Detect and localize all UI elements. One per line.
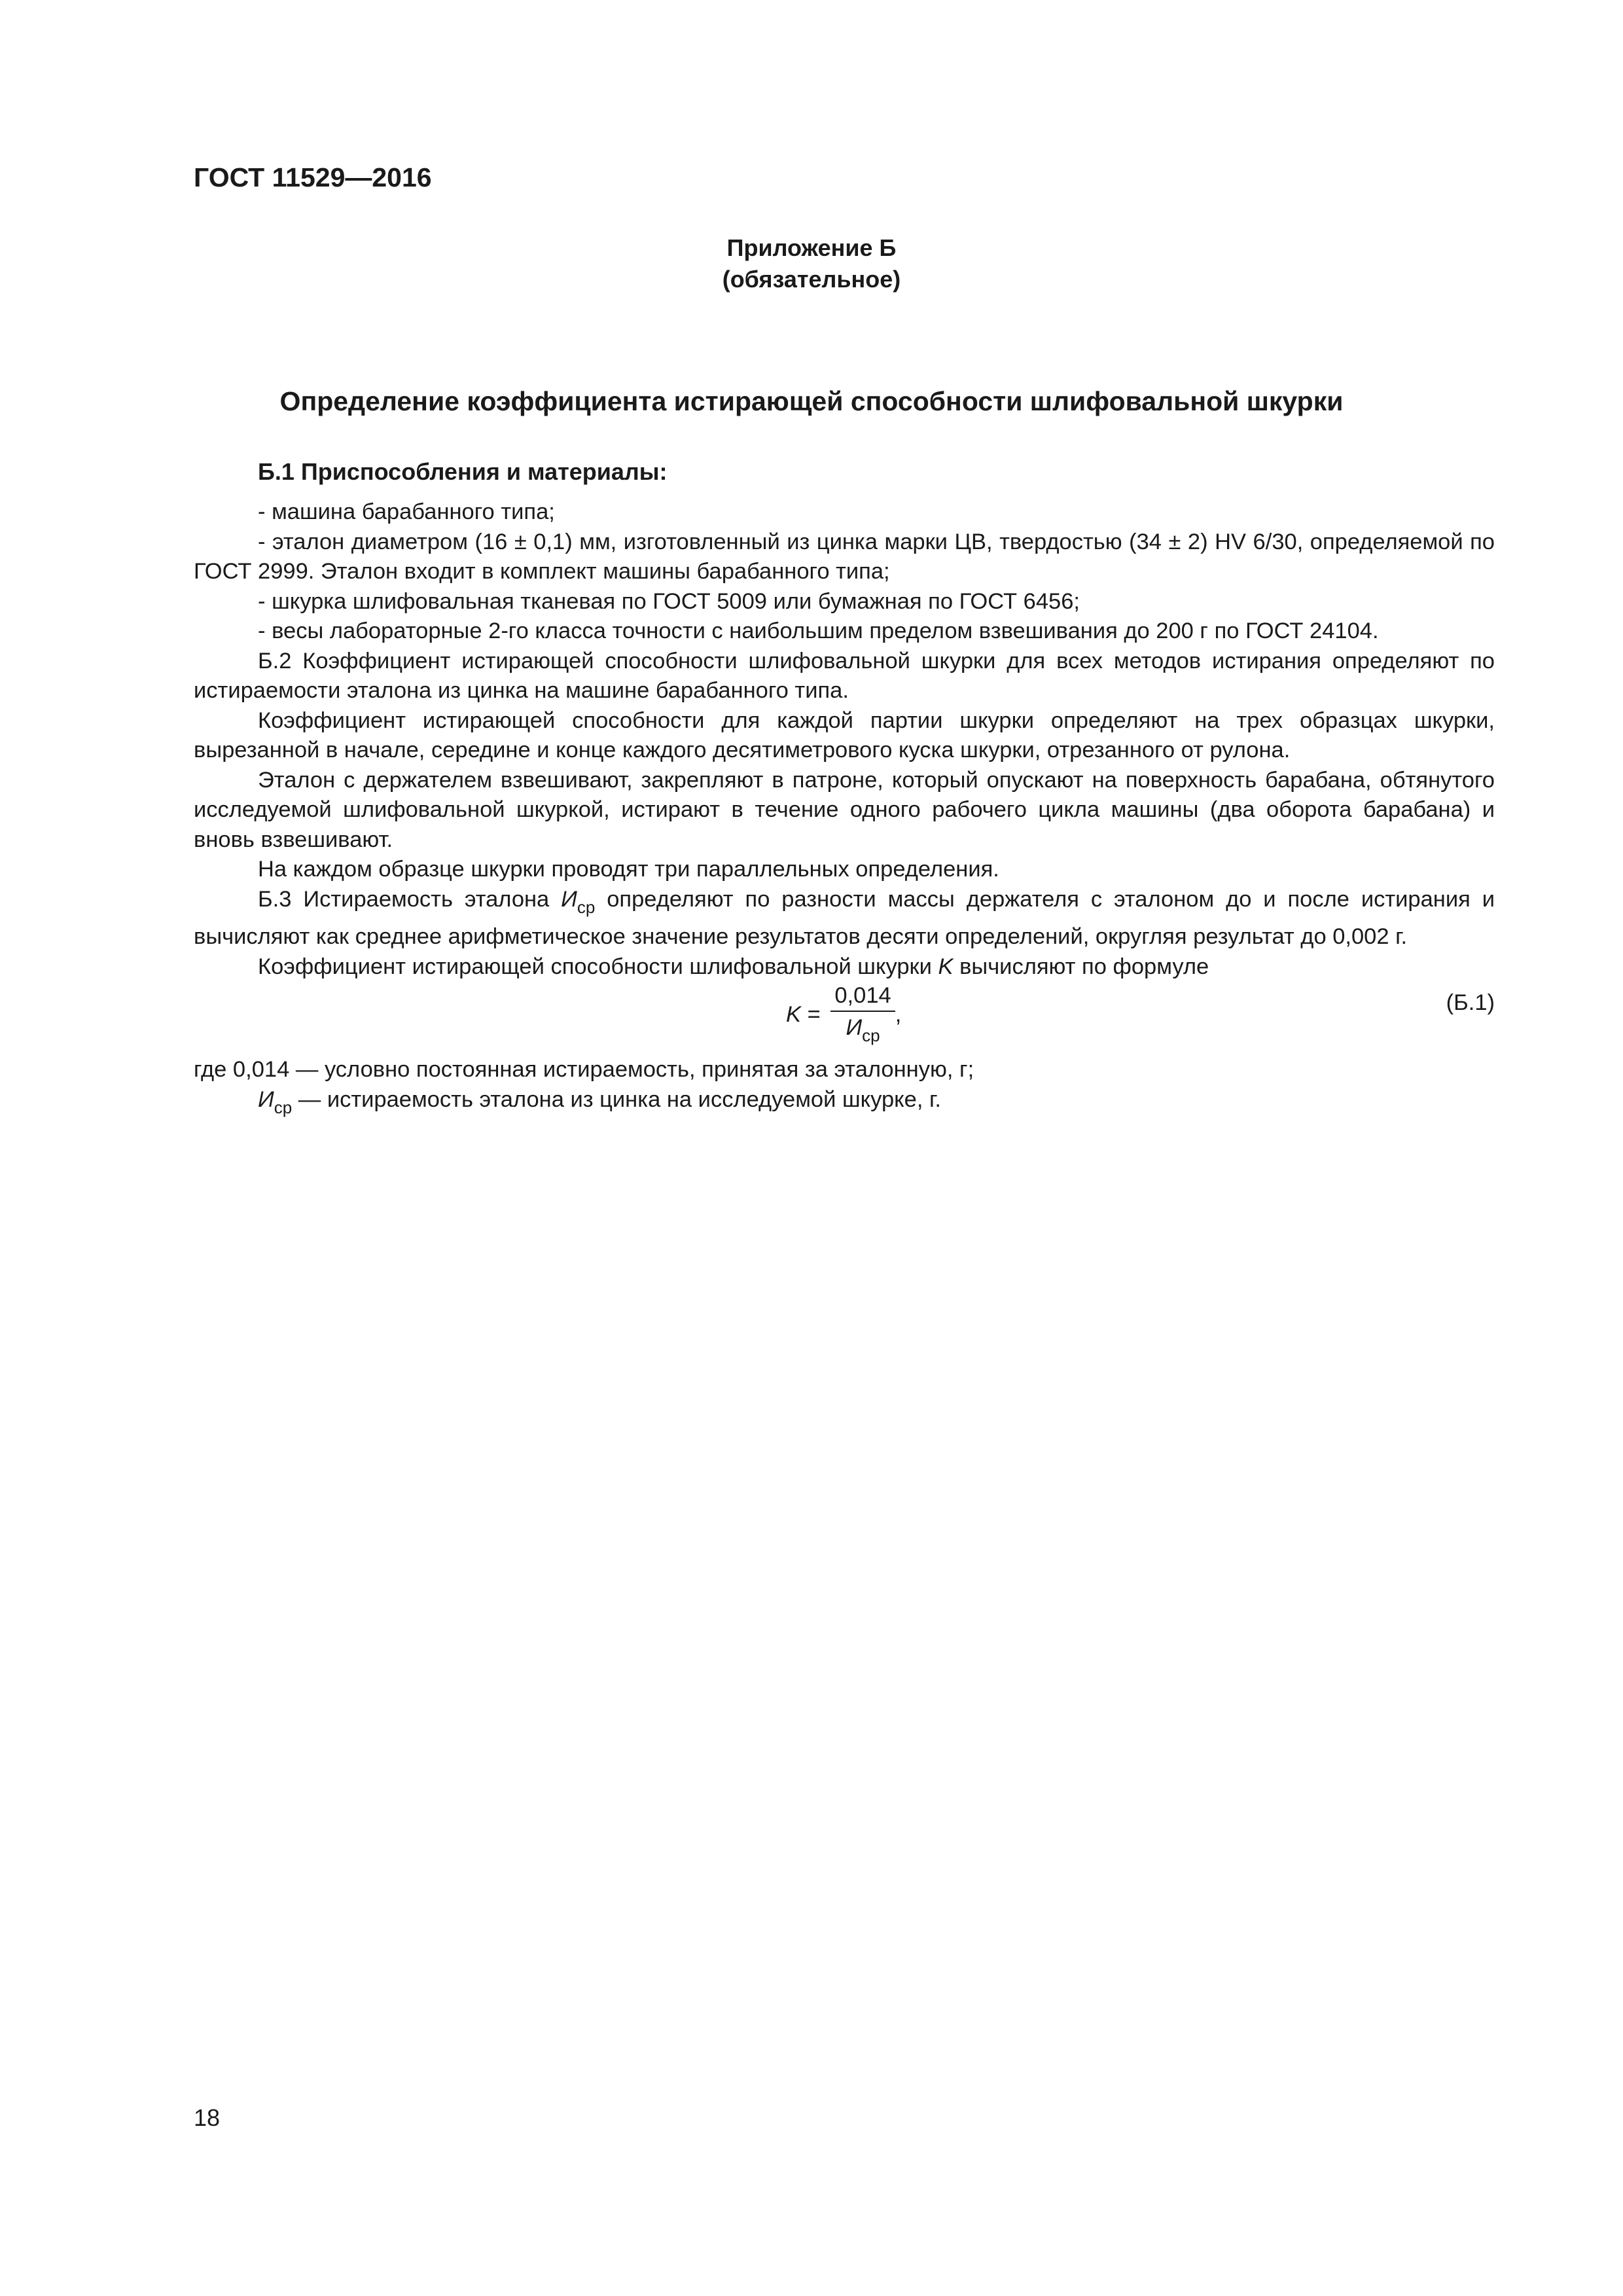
appendix-type: (обязательное) xyxy=(722,266,901,293)
b1-item: - эталон диаметром (16 ± 0,1) мм, изготовленный из цинка марки ЦВ, твердостью (34 ± 2) HV 6/30, определяемой по ГОСТ 2999. Эталон входит в комплект машины барабанного типа; xyxy=(194,529,1495,584)
legend-line: где 0,014 — условно постоянная истираемость, принятая за эталонную, г; xyxy=(194,1057,974,1082)
formula-expression xyxy=(786,982,901,1050)
standard-header: ГОСТ 11529—2016 xyxy=(194,162,432,192)
formula-b1 xyxy=(194,982,1495,1055)
legend-text: — истираемость эталона из цинка на исследуемой шкурке, г. xyxy=(292,1086,941,1112)
formula-numerator: 0,014 xyxy=(830,982,895,1012)
legend-line xyxy=(194,1085,1495,1123)
formula-denominator xyxy=(830,1012,895,1050)
b3-text: Коэффициент истирающей способности шлифовальной шкурки xyxy=(258,954,938,979)
document-body xyxy=(194,497,1495,1122)
b2-paragraph: Б.2 Коэффициент истирающей способности шлифовальной шкурки для всех методов истирания определяют по истираемости эталона из цинка на машине барабанного типа. xyxy=(194,648,1495,703)
section-b1-heading: Б.1 Приспособления и материалы: xyxy=(258,458,668,485)
b2-paragraph: На каждом образце шкурки проводят три параллельных определения. xyxy=(258,857,999,882)
b1-item: - весы лабораторные 2-го класса точности с наибольшим пределом взвешивания до 200 г по ГОСТ 24104. xyxy=(258,619,1379,643)
formula-trailing: , xyxy=(895,1002,902,1028)
appendix-title: Определение коэффициента истирающей способности шлифовальной шкурки xyxy=(279,386,1344,416)
symbol-k: K xyxy=(938,954,954,979)
appendix-label: Приложение Б xyxy=(726,234,897,261)
symbol-i: И xyxy=(561,886,577,912)
b3-paragraph xyxy=(194,885,1495,952)
symbol-i: И xyxy=(258,1086,274,1112)
page-number: 18 xyxy=(194,2104,221,2131)
formula-lhs: K xyxy=(786,1002,802,1028)
b1-item: - машина барабанного типа; xyxy=(258,499,555,524)
symbol-i: И xyxy=(846,1015,863,1040)
b3-paragraph xyxy=(194,952,1495,982)
symbol-subscript: ср xyxy=(577,897,596,917)
b1-item: - шкурка шлифовальная тканевая по ГОСТ 5009 или бумажная по ГОСТ 6456; xyxy=(258,588,1080,614)
formula-equals: = xyxy=(807,1002,821,1028)
formula-fraction xyxy=(830,982,895,1050)
b2-paragraph: Коэффициент истирающей способности для каждой партии шкурки определяют на трех образцах шкурки, вырезанной в начале, середине и конце каждого десятиметрового куска шкурки, отрезанного от рулона. xyxy=(194,708,1495,762)
b2-paragraph: Эталон с держателем взвешивают, закрепляют в патроне, который опускают на поверхность барабана, обтянутого исследуемой шлифовальной шкуркой, истирают в течение одного рабочего цикла машины (два оборота барабана) и вновь взвешивают. xyxy=(194,767,1495,852)
symbol-subscript: ср xyxy=(274,1097,293,1117)
b3-text: вычисляют по формуле xyxy=(953,954,1209,979)
b3-text: Б.3 Истираемость эталона xyxy=(258,886,562,912)
formula-number: (Б.1) xyxy=(1446,990,1495,1015)
b3-text: определяют по разности массы держателя с эталоном до и после истирания и вычисляют как среднее арифметическое значение результатов десяти определений, округляя результат до 0,002 г. xyxy=(194,886,1495,949)
symbol-subscript: ср xyxy=(862,1026,880,1045)
